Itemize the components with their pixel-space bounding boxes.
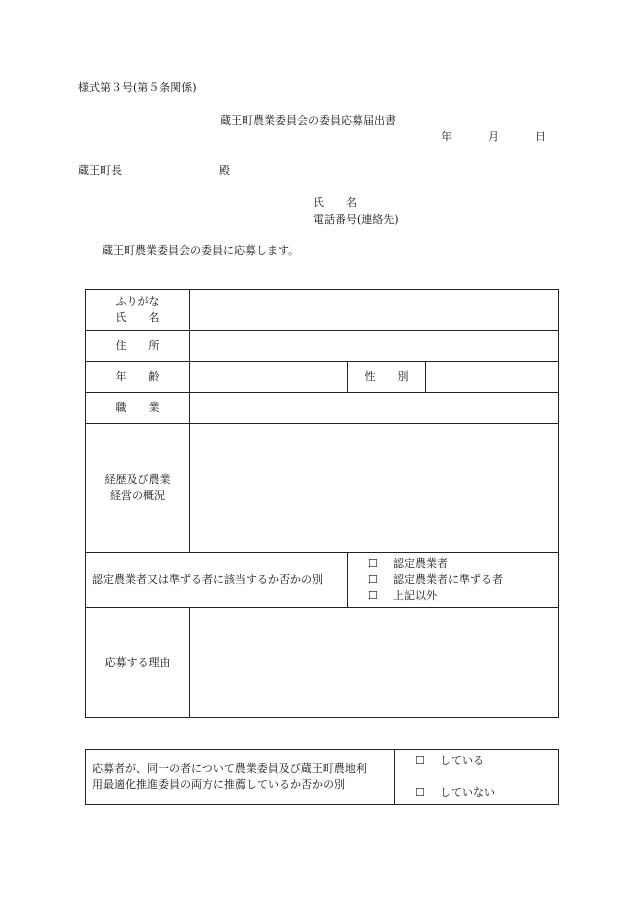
- occupation-label: 職 業: [86, 393, 190, 424]
- furigana-label: ふりがな: [115, 295, 160, 308]
- recommendation-question: [86, 750, 395, 805]
- career-label-line2: 経営の概況: [110, 489, 165, 502]
- document-title: 蔵王町農業委員会の委員応募届出書: [220, 114, 396, 127]
- applicant-name-label: 氏 名: [313, 196, 357, 209]
- gender-label: 性 別: [348, 362, 426, 393]
- age-input-cell[interactable]: [190, 362, 348, 393]
- date-month-label: 月: [488, 130, 499, 143]
- option-other[interactable]: [368, 588, 558, 604]
- name-label: 氏 名: [115, 311, 160, 324]
- checkbox-icon[interactable]: ☐: [368, 573, 378, 586]
- checkbox-icon[interactable]: ☐: [368, 589, 378, 602]
- name-label-cell: [86, 290, 190, 331]
- option-label: していない: [440, 786, 495, 799]
- option-label: している: [440, 754, 484, 767]
- option-quasi-certified-farmer[interactable]: [368, 572, 558, 588]
- form-number: 様式第３号(第５条関係): [78, 81, 197, 94]
- address-label: 住 所: [86, 331, 190, 362]
- age-label: 年 齢: [86, 362, 190, 393]
- recommendation-table: [85, 749, 559, 805]
- addressee: 蔵王町長: [78, 164, 122, 177]
- recommendation-options: [395, 750, 559, 805]
- gender-input-cell[interactable]: [426, 362, 559, 393]
- option-not-doing[interactable]: [415, 785, 558, 801]
- statement: 蔵王町農業委員会の委員に応募します。: [102, 244, 300, 257]
- recommendation-question-line1: 応募者が、同一の者について農業委員及び蔵王町農地利: [92, 762, 367, 775]
- option-doing[interactable]: [415, 753, 558, 769]
- reason-label: 応募する理由: [86, 608, 190, 718]
- option-label: 認定農業者: [393, 557, 448, 570]
- application-table: [85, 289, 559, 718]
- career-label-line1: 経歴及び農業: [104, 473, 171, 486]
- checkbox-icon[interactable]: ☐: [415, 786, 425, 799]
- name-input-cell[interactable]: [190, 290, 559, 331]
- reason-input-cell[interactable]: [190, 608, 559, 718]
- certified-question: 認定農業者又は準ずる者に該当するか否かの別: [86, 553, 348, 608]
- option-certified-farmer[interactable]: [368, 556, 558, 572]
- date-year-label: 年: [441, 130, 452, 143]
- honorific: 殿: [219, 164, 230, 177]
- recommendation-question-line2: 用最適化推進委員の両方に推薦しているか否かの別: [92, 778, 345, 791]
- checkbox-icon[interactable]: ☐: [415, 754, 425, 767]
- career-label-cell: [86, 424, 190, 553]
- checkbox-icon[interactable]: ☐: [368, 557, 378, 570]
- phone-label: 電話番号(連絡先): [313, 213, 399, 226]
- address-input-cell[interactable]: [190, 331, 559, 362]
- option-label: 上記以外: [393, 589, 437, 602]
- date-day-label: 日: [535, 130, 546, 143]
- career-input-cell[interactable]: [190, 424, 559, 553]
- occupation-input-cell[interactable]: [190, 393, 559, 424]
- option-label: 認定農業者に準ずる者: [393, 573, 503, 586]
- certified-options: [348, 553, 559, 608]
